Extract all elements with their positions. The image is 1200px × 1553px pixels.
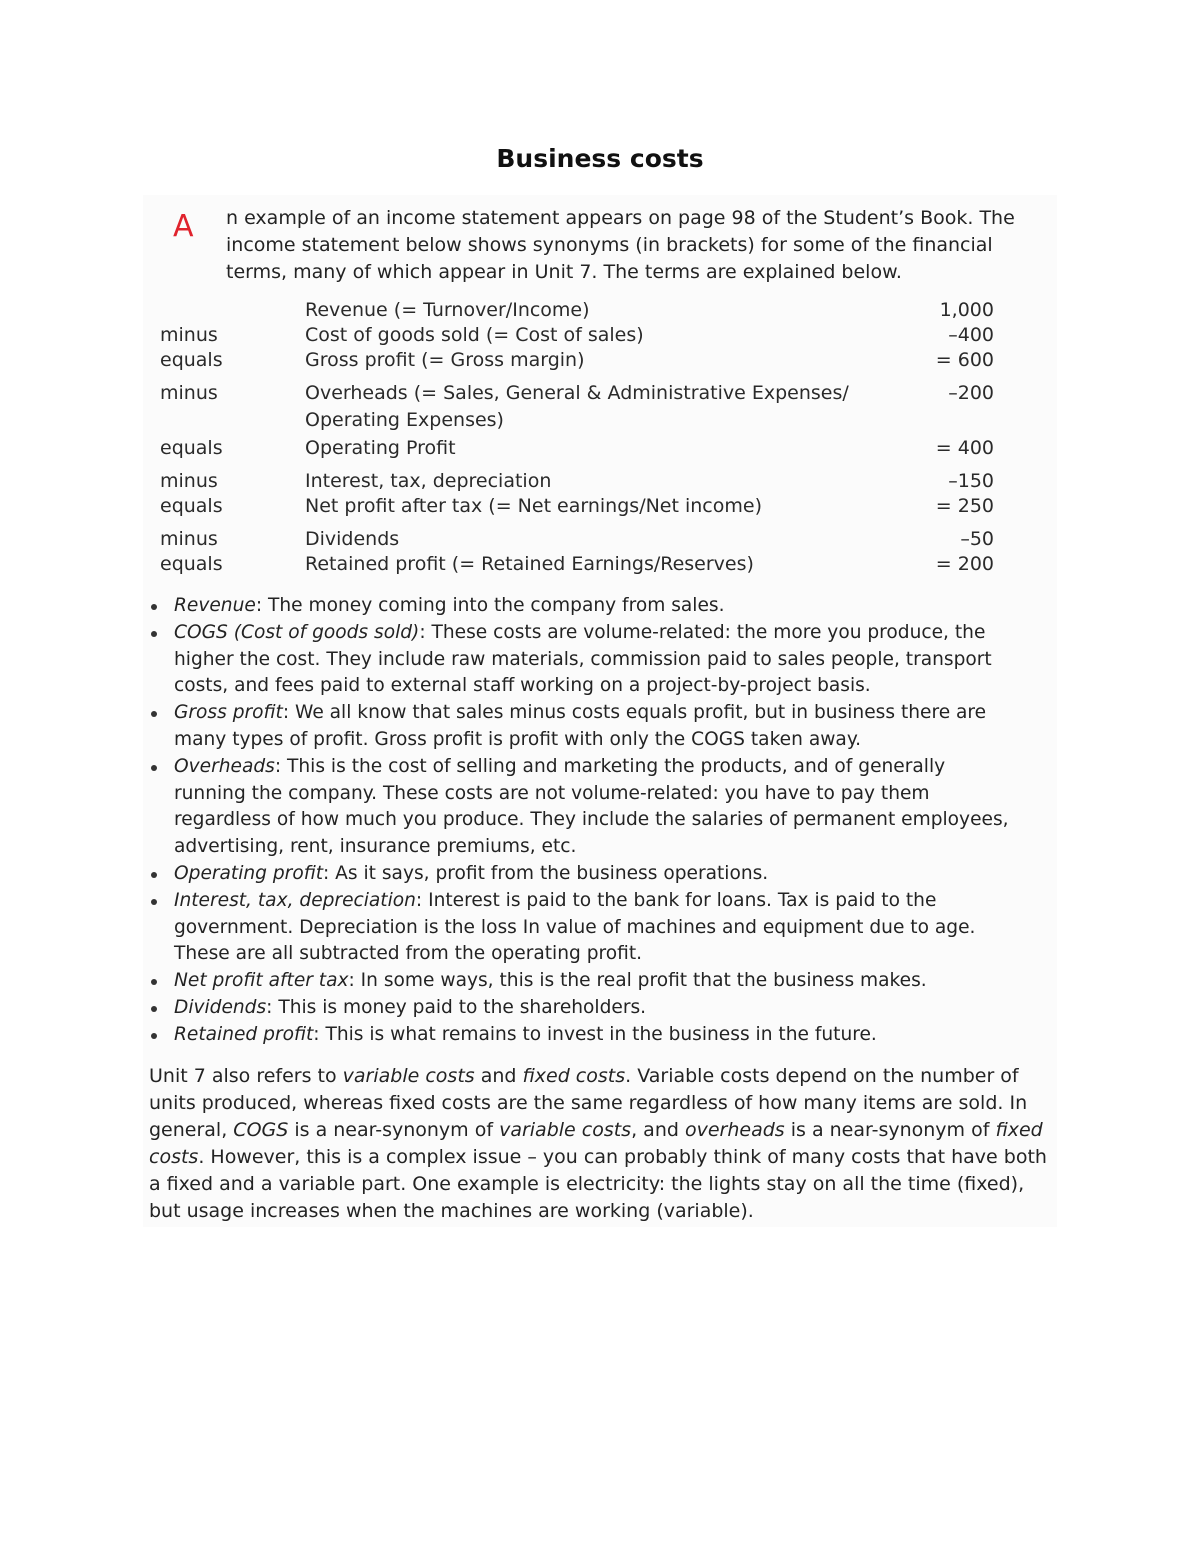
intro-line: income statement below shows synonyms (in brackets) for some of the financial [226,234,993,256]
statement-item: Overheads (= Sales, General & Administrative Expenses/ [305,382,849,404]
paragraph-text: Unit 7 also refers to [149,1065,343,1087]
definition-term: Dividends [174,996,267,1018]
paragraph-text: , and [631,1119,685,1141]
statement-operator: equals [160,349,223,371]
paragraph-emphasis: variable costs [342,1065,475,1087]
statement-amount: = 600 [935,349,994,371]
paragraph-text: and [474,1065,523,1087]
definition-text: costs, and fees paid to external staff working on a project-by-project basis. [174,675,871,697]
paragraph-emphasis: fixed costs [149,1119,1043,1168]
statement-amount: 1,000 [939,299,994,321]
statement-operator: minus [160,324,218,346]
statement-amount: –50 [960,528,994,550]
paragraph-text: is a near-synonym of [288,1119,500,1141]
statement-operator: minus [160,528,218,550]
statement-operator: minus [160,470,218,492]
definition-text: many types of profit. Gross profit is profit with only the COGS taken away. [174,728,862,750]
definition-text: : This is what remains to invest in the business in the future. [313,1023,877,1045]
definition-text: : In some ways, this is the real profit that the business makes. [348,970,927,992]
definition-term: Overheads [174,755,275,777]
list-item [148,593,1048,620]
paragraph-emphasis: COGS [233,1119,289,1141]
definition-term: Revenue [174,595,256,616]
definition-text: : As it says, profit from the business operations. [323,862,769,884]
intro-paragraph [226,205,1026,286]
statement-item: Revenue (= Turnover/Income) [305,299,590,321]
paragraph-text: is a near-synonym of [784,1119,996,1141]
definition-term: Net profit after tax [174,970,349,992]
definition-text: higher the cost. They include raw materials, commission paid to sales people, transport [174,648,992,670]
definition-term: COGS (Cost of goods sold) [174,621,420,643]
definition-term: Gross profit [174,702,283,724]
list-item [148,995,1048,1022]
statement-operator: minus [160,382,218,404]
definition-text: regardless of how much you produce. They include the salaries of permanent employees, [174,809,1009,831]
definition-text: : This is the cost of selling and marketing the products, and of generally [274,755,946,777]
statement-item: Interest, tax, depreciation [305,470,552,492]
paragraph-emphasis: fixed costs [522,1065,626,1087]
definition-term: Operating profit [174,862,323,884]
definition-term: Interest, tax, depreciation [174,889,416,911]
definition-text: : We all know that sales minus costs equals profit, but in business there are [282,702,987,724]
definition-term: Retained profit [174,1023,314,1045]
statement-item: Dividends [305,528,400,550]
statement-item-continued: Operating Expenses) [305,409,504,431]
list-item [148,754,1048,861]
definition-text: government. Depreciation is the loss In value of machines and equipment due to age. [174,916,976,938]
list-item [148,888,1048,968]
paragraph-emphasis: overheads [684,1119,785,1141]
statement-item: Gross profit (= Gross margin) [305,349,585,371]
statement-item: Net profit after tax (= Net earnings/Net income) [305,495,762,517]
statement-item: Retained profit (= Retained Earnings/Reserves) [305,553,754,575]
list-item [148,620,1048,700]
definition-text: : This is money paid to the shareholders. [266,996,647,1018]
list-item [148,968,1048,995]
statement-operator: equals [160,437,223,459]
statement-item: Cost of goods sold (= Cost of sales) [305,324,644,346]
definition-text: advertising, rent, insurance premiums, etc. [174,836,577,858]
definition-text: : The money coming into the company from sales. [255,595,725,616]
closing-paragraph [149,1063,1049,1225]
statement-amount: = 200 [935,553,994,575]
list-item [148,1022,1048,1049]
statement-amount: –400 [948,324,994,346]
page-title: Business costs [496,144,704,173]
drop-cap: A [173,209,194,244]
definition-text: running the company. These costs are not volume-related: you have to pay them [174,782,930,804]
statement-amount: = 400 [935,437,994,459]
statement-amount: = 250 [935,495,994,517]
paragraph-emphasis: variable costs [499,1119,632,1141]
statement-operator: equals [160,495,223,517]
statement-operator: equals [160,553,223,575]
intro-line: n example of an income statement appears on page 98 of the Student’s Book. The [226,207,1015,229]
statement-amount: –150 [948,470,994,492]
statement-item: Operating Profit [305,437,456,459]
list-item [148,700,1048,754]
definitions-list [148,593,1048,1049]
list-item [148,861,1048,888]
paragraph-text: . However, this is a complex issue – you can probably think of many costs that have both a fixed and a variable part. One example is electricity: the lights stay on all the time (fixed), but usage increases when the machines are working (variable). [149,1146,1047,1222]
intro-line: terms, many of which appear in Unit 7. The terms are explained below. [226,261,902,283]
statement-amount: –200 [948,382,994,404]
definition-text: These are all subtracted from the operating profit. [174,943,643,965]
definition-text: : Interest is paid to the bank for loans. Tax is paid to the [415,889,937,911]
paragraph-text: . Variable costs depend on the number of units produced, whereas fixed costs are the same regardless of how many items are sold. In general, [149,1065,1028,1141]
definition-text: : These costs are volume-related: the more you produce, the [419,621,986,643]
